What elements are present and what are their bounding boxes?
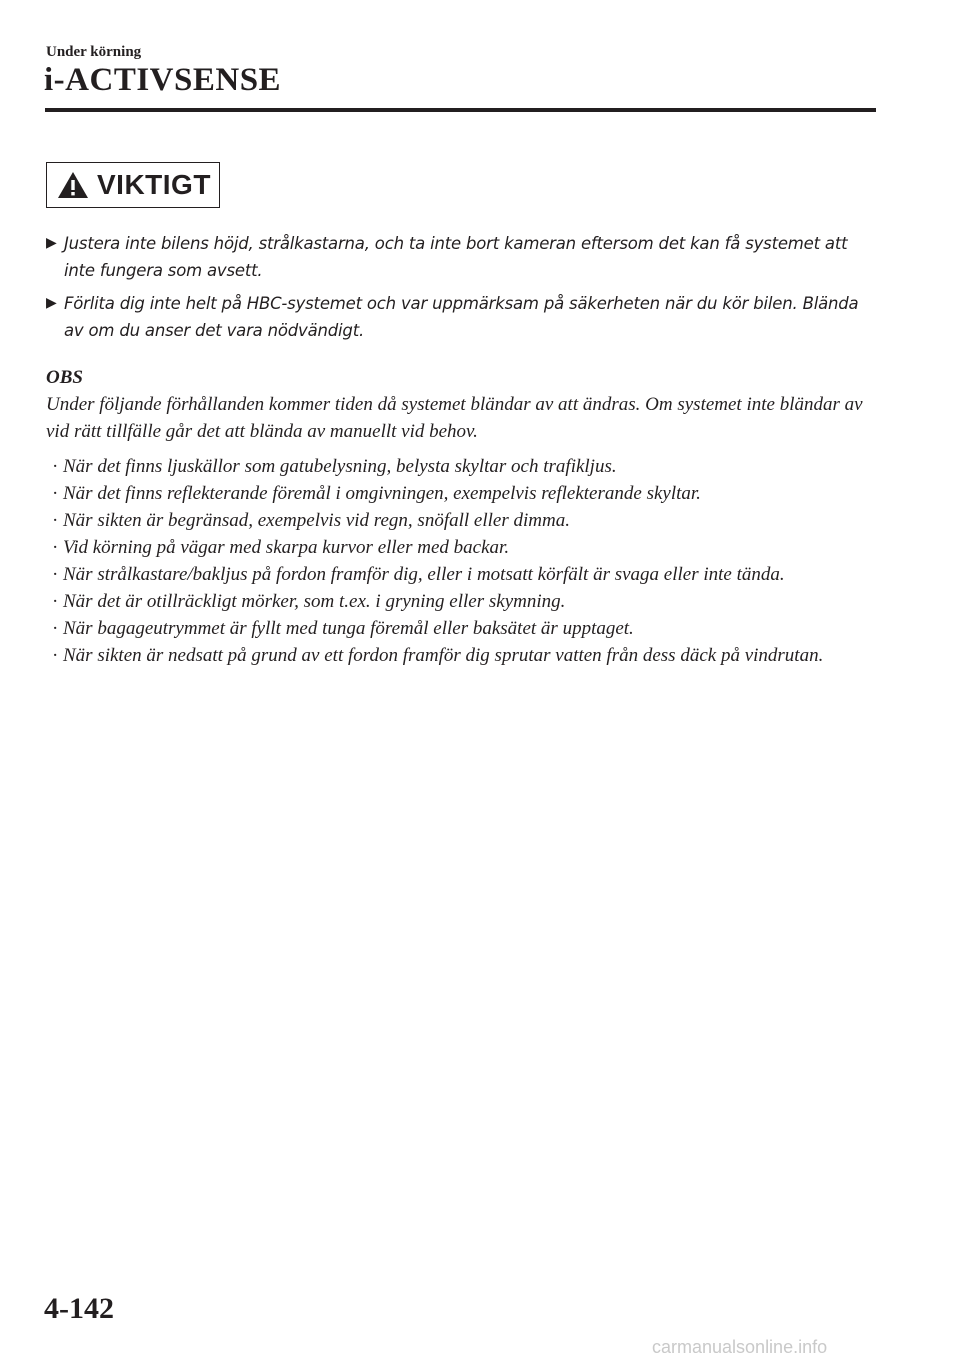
note-intro: Under följande förhållanden kommer tiden då systemet bländar av att ändras. Om systemet inte bländar av vid rätt tillfälle går det att blända av manuellt vid behov. [46, 394, 863, 442]
warning-item [46, 290, 876, 344]
list-item [46, 588, 876, 615]
list-item [46, 480, 876, 507]
warning-box [46, 162, 220, 208]
list-item [46, 507, 876, 534]
list-item-text: När sikten är nedsatt på grund av ett fordon framför dig sprutar vatten från dess däck på vindrutan. [63, 645, 824, 666]
bullet-icon: · [52, 537, 59, 558]
chapter-title: i-ACTIVSENSE [44, 62, 282, 98]
bullet-icon: · [52, 564, 59, 585]
list-item-text: När det finns ljuskällor som gatubelysning, belysta skyltar och trafikljus. [63, 456, 617, 477]
note-bullet-list [46, 453, 876, 669]
list-item-text: Vid körning på vägar med skarpa kurvor eller med backar. [63, 537, 510, 558]
list-item [46, 642, 876, 669]
header-rule [45, 108, 876, 112]
bullet-icon: · [52, 483, 59, 504]
warning-item-text: Förlita dig inte helt på HBC-systemet och var uppmärksam på säkerheten när du kör bilen. Blända av om du anser det vara nödvändigt. [64, 294, 859, 340]
page-number: 4-142 [44, 1292, 114, 1325]
list-item-text: När det är otillräckligt mörker, som t.ex. i gryning eller skymning. [63, 591, 566, 612]
bullet-icon: · [52, 618, 59, 639]
note-label: OBS [46, 367, 83, 388]
warning-item-text: Justera inte bilens höjd, strålkastarna, och ta inte bort kameran eftersom det kan få systemet att inte fungera som avsett. [64, 234, 848, 280]
list-item-text: När sikten är begränsad, exempelvis vid regn, snöfall eller dimma. [63, 510, 570, 531]
list-item [46, 561, 876, 588]
warning-triangle-icon [57, 171, 89, 199]
bullet-icon: · [52, 645, 59, 666]
watermark-text: carmanualsonline.info [652, 1337, 828, 1357]
warning-label: VIKTIGT [97, 169, 211, 200]
list-item-text: När bagageutrymmet är fyllt med tunga föremål eller baksätet är upptaget. [63, 618, 634, 639]
warning-item [46, 230, 876, 284]
bullet-icon: · [52, 456, 59, 477]
warning-list [46, 230, 876, 350]
list-item-text: När det finns reflekterande föremål i omgivningen, exempelvis reflekterande skyltar. [63, 483, 701, 504]
bullet-icon: · [52, 510, 59, 531]
list-item-text: När strålkastare/bakljus på fordon framför dig, eller i motsatt körfält är svaga eller inte tända. [63, 564, 785, 585]
section-label: Under körning [46, 44, 142, 60]
arrow-right-icon: ▶ [46, 295, 57, 311]
note-section [46, 364, 876, 669]
bullet-icon: · [52, 591, 59, 612]
list-item [46, 615, 876, 642]
list-item [46, 534, 876, 561]
list-item [46, 453, 876, 480]
arrow-right-icon: ▶ [46, 235, 57, 251]
